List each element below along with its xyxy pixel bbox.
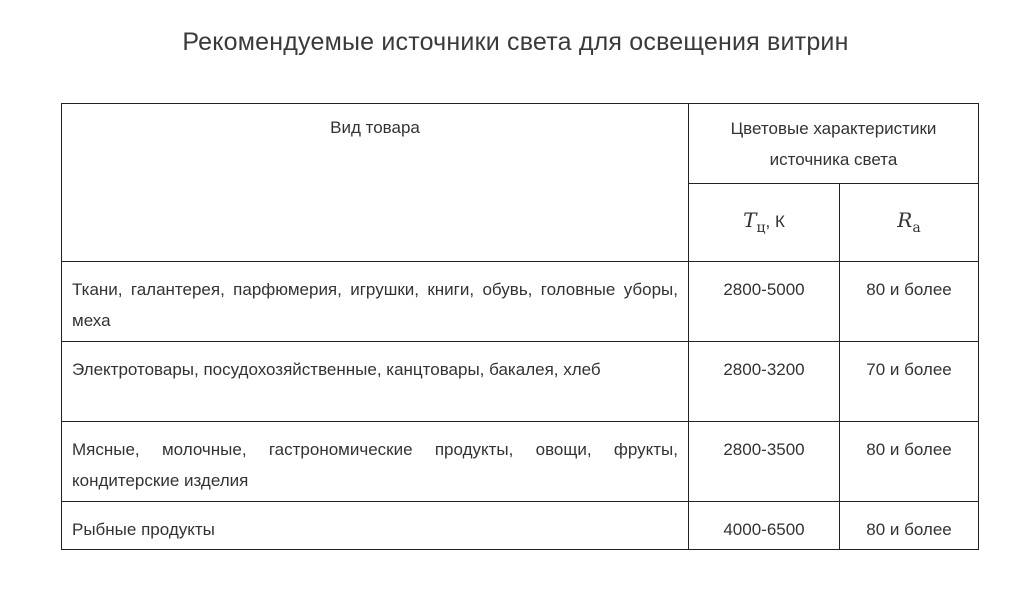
ra-symbol-subscript: a <box>912 220 921 237</box>
header-color-characteristics-label: Цветовые характеристики источника света <box>730 119 937 169</box>
product-cell <box>62 262 689 342</box>
header-product-type <box>62 104 689 262</box>
table-row <box>62 262 979 342</box>
table-row <box>62 342 979 422</box>
product-text: Мясные, молочные, гастрономические продукты, овощи, фрукты, кондитерские изделия <box>72 440 678 490</box>
ra-symbol-letter: R <box>897 208 913 233</box>
ra-cell <box>840 262 979 342</box>
header-ra <box>840 183 979 262</box>
tc-value: 4000-6500 <box>723 520 805 539</box>
ra-cell <box>840 422 979 502</box>
tc-cell <box>689 262 840 342</box>
tc-unit: , К <box>765 212 785 232</box>
tc-cell <box>689 502 840 550</box>
tc-cell <box>689 422 840 502</box>
ra-cell <box>840 502 979 550</box>
header-product-type-label: Вид товара <box>330 118 420 137</box>
page-title: Рекомендуемые источники света для освещения витрин <box>182 28 849 56</box>
tc-cell <box>689 342 840 422</box>
product-cell <box>62 502 689 550</box>
header-color-characteristics <box>689 104 979 184</box>
tc-symbol-letter: T <box>743 208 757 233</box>
ra-value: 80 и более <box>866 520 952 539</box>
product-cell <box>62 342 689 422</box>
light-sources-table <box>61 103 979 550</box>
tc-value: 2800-3200 <box>723 360 805 379</box>
tc-symbol <box>743 208 766 237</box>
table-row <box>62 502 979 550</box>
table-row <box>62 422 979 502</box>
product-text: Ткани, галантерея, парфюмерия, игрушки, книги, обувь, головные уборы, меха <box>72 280 678 330</box>
product-text: Рыбные продукты <box>72 520 215 539</box>
product-cell <box>62 422 689 502</box>
header-row <box>62 104 979 184</box>
ra-value: 80 и более <box>866 440 952 459</box>
tc-value: 2800-3500 <box>723 440 805 459</box>
ra-value: 80 и более <box>866 280 952 299</box>
header-tc <box>689 183 840 262</box>
ra-symbol <box>897 208 921 237</box>
tc-value: 2800-5000 <box>723 280 805 299</box>
ra-value: 70 и более <box>866 360 952 379</box>
product-text: Электротовары, посудохозяйственные, канцтовары, бакалея, хлеб <box>72 360 601 379</box>
ra-cell <box>840 342 979 422</box>
tc-symbol-subscript: ц <box>756 220 766 237</box>
